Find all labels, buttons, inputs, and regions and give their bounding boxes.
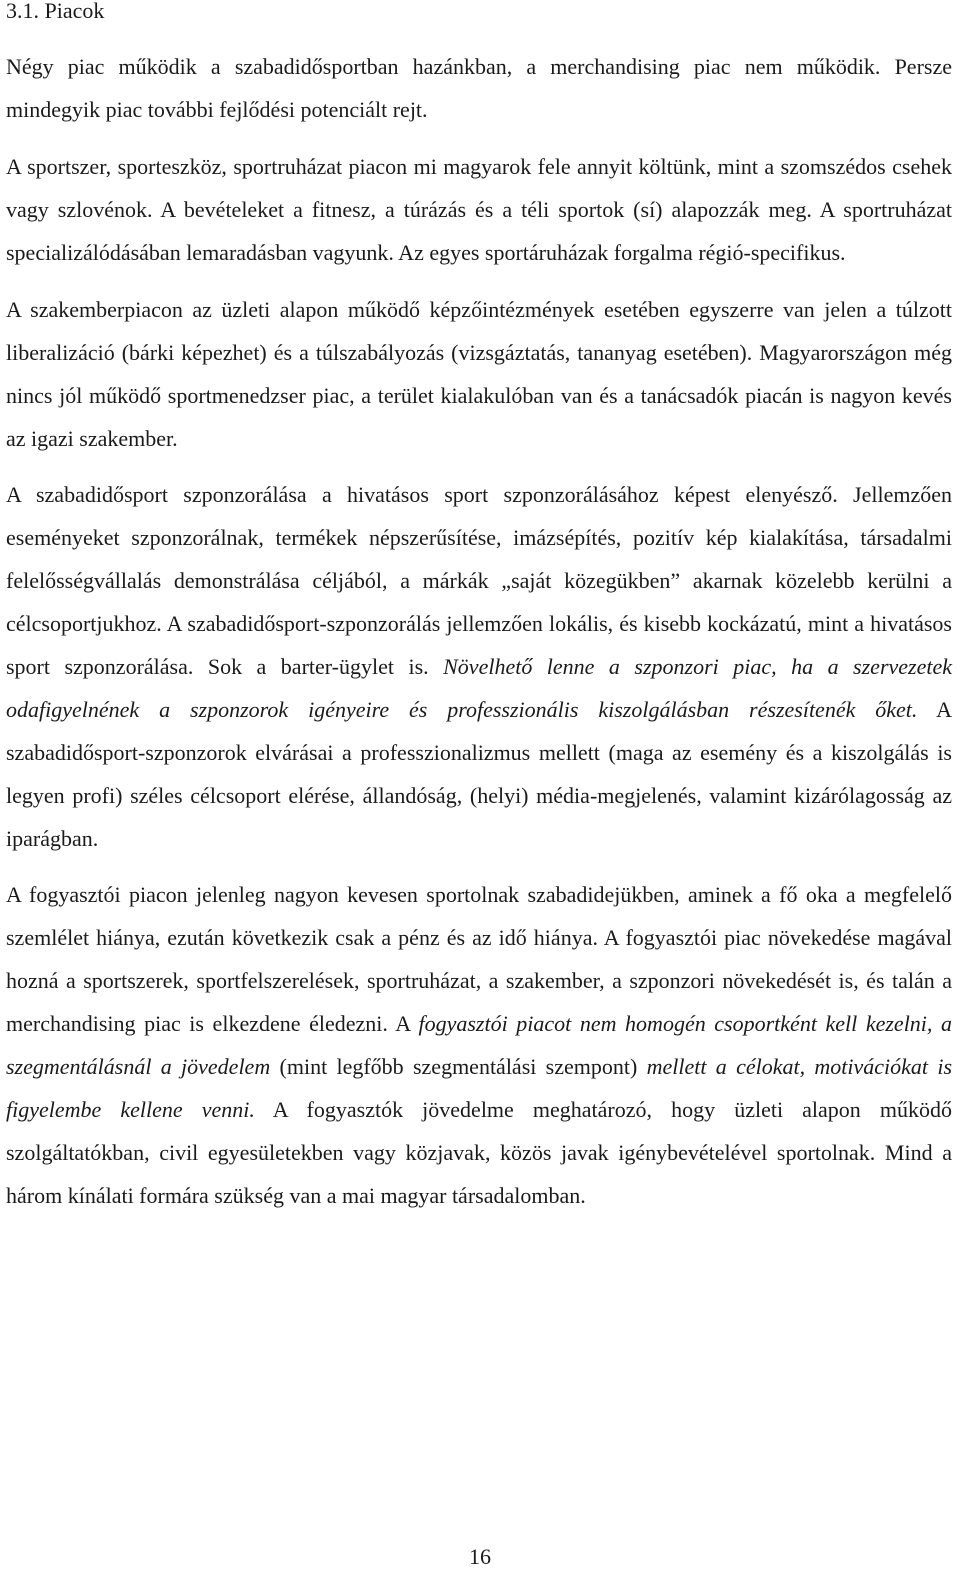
paragraph-text: A szakemberpiacon az üzleti alapon működő képzőintézmények esetében egyszerre van jelen a túlzott liberalizáció (bárki képezhet) és a túlszabályozás (vizsgáztatás, tananyag esetében). Magyarországon még nincs jól működő sportmenedzser piac, a terület kialakulóban van és a tanácsadók piacán is nagyon kevés az igazi szakember.: [6, 297, 952, 451]
paragraph-text: A fogyasztók jövedelme meghatározó, hogy üzleti alapon működő szolgáltatókban, civil egyesületekben vagy közjavak, közös javak igénybevételével sportolnak. Mind a három kínálati formára szükség van a mai magyar társadalomban.: [6, 1097, 952, 1208]
paragraph-text: A fogyasztói piacon jelenleg nagyon kevesen sportolnak szabadidejükben, aminek a fő oka a megfelelő szemlélet hiánya, ezután következik csak a pénz és az idő hiánya. A fogyasztói piac növekedése magával hozná a sportszerek, sportfelszerelések, sportruházat, a szakember, a szponzori növekedését is, és talán a merchandising piac is elkezdene éledezni. A: [6, 882, 952, 1036]
paragraph: [6, 45, 952, 131]
paragraph-text: Négy piac működik a szabadidősportban hazánkban, a merchandising piac nem működik. Persze mindegyik piac további fejlődési potenciált rejt.: [6, 54, 952, 122]
paragraph-italic-text: mellett a célokat, motivációkat is figyelembe kellene venni.: [6, 1054, 953, 1122]
paragraph: [6, 145, 952, 274]
paragraph-text: A sportszer, sporteszköz, sportruházat piacon mi magyarok fele annyit költünk, mint a szomszédos csehek vagy szlovénok. A bevételeket a fitnesz, a túrázás és a téli sportok (sí) alapozzák meg. A sportruházat specializálódásában lemaradásban vagyunk. Az egyes sportáruházak forgalma régió-specifikus.: [6, 154, 952, 265]
paragraph-text: A szabadidősport szponzorálása a hivatásos sport szponzorálásához képest elenyésző. Jellemzően eseményeket szponzorálnak, termékek népszerűsítése, imázsépítés, pozitív kép kialakítása, társadalmi felelősségvállalás demonstrálása céljából, a márkák „saját közegükben” akarnak közelebb kerülni a célcsoportjukhoz. A szabadidősport-szponzorálás jellemzően lokális, és kisebb kockázatú, mint a hivatásos sport szponzorálása. Sok a barter-ügylet is.: [6, 482, 952, 679]
paragraph-text: (mint legfőbb szegmentálási szempont): [270, 1054, 647, 1079]
section-heading: 3.1. Piacok: [6, 0, 105, 23]
page-number: 16: [469, 1544, 491, 1569]
paragraph-text: A szabadidősport-szponzorok elvárásai a professzionalizmus mellett (maga az esemény és a kiszolgálás is legyen profi) széles célcsoport elérése, állandóság, (helyi) média-megjelenés, valamint kizárólagosság az iparágban.: [6, 697, 952, 851]
paragraph: [6, 873, 952, 1217]
paragraph: [6, 288, 952, 460]
paragraph-italic-text: Növelhető lenne a szponzori piac, ha a szervezetek odafigyelnének a szponzorok igényeire és professzionális kiszolgálásban részesítenék őket.: [6, 654, 953, 722]
paragraph: [6, 473, 952, 860]
document-page: [6, 0, 952, 1217]
paragraph-italic-text: fogyasztói piacot nem homogén csoportként kell kezelni, a szegmentálásnál a jövedelem: [6, 1011, 952, 1079]
